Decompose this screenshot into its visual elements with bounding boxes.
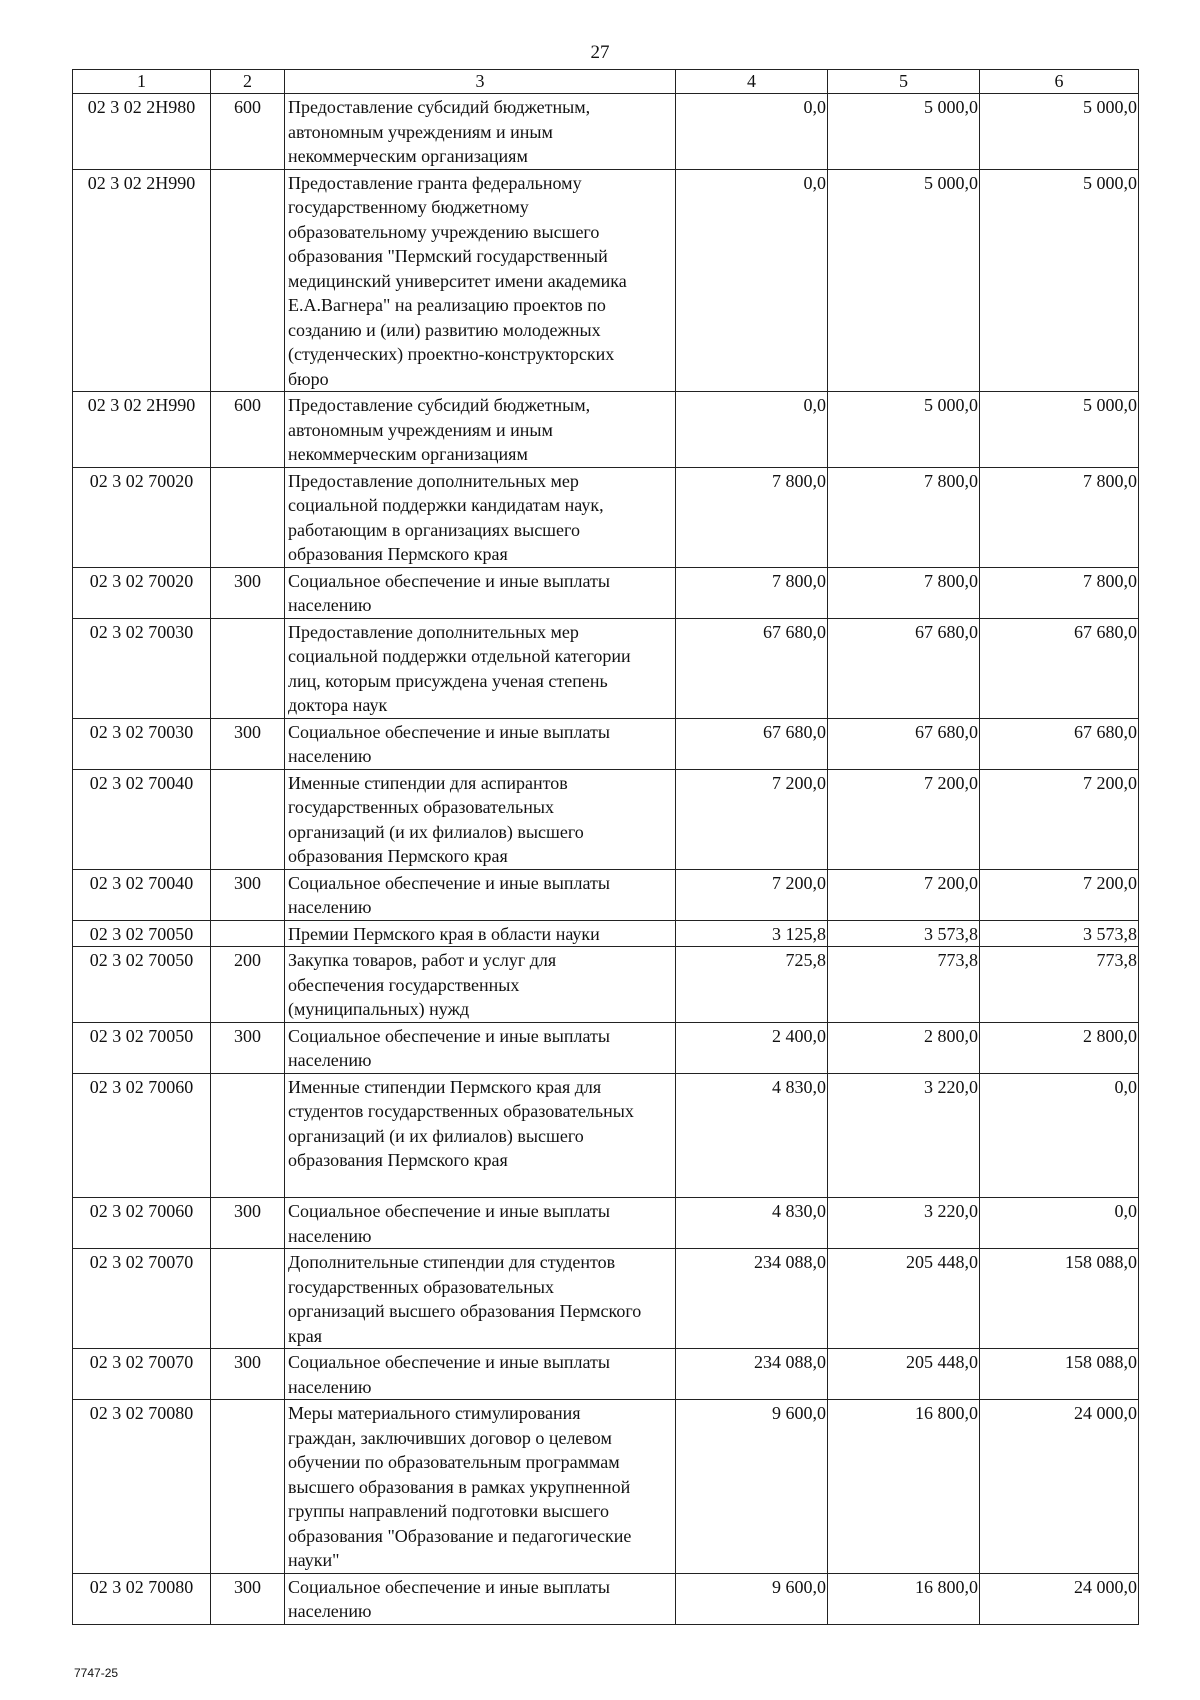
expense-type-cell	[211, 467, 285, 567]
amount-col5-cell: 7 800,0	[828, 567, 980, 618]
amount-col6-cell: 773,8	[980, 947, 1139, 1023]
expense-type-cell	[211, 1249, 285, 1349]
item-name-cell: Социальное обеспечение и иные выплаты населению	[285, 1198, 676, 1249]
amount-col5-cell: 7 800,0	[828, 467, 980, 567]
table-row	[73, 567, 1139, 618]
expense-type-cell: 300	[211, 718, 285, 769]
expense-type-cell: 200	[211, 947, 285, 1023]
table-row	[73, 1073, 1139, 1198]
amount-col5-cell: 205 448,0	[828, 1349, 980, 1400]
column-header-6: 6	[980, 70, 1139, 94]
table-row	[73, 94, 1139, 170]
table-row	[73, 467, 1139, 567]
budget-table	[72, 69, 1139, 1625]
item-name-cell: Именные стипендии для аспирантов государственных образовательных организаций (и их филиалов) высшего образования Пермского края	[285, 769, 676, 869]
document-code: 7747-25	[74, 1666, 119, 1680]
item-name-cell: Социальное обеспечение и иные выплаты населению	[285, 1022, 676, 1073]
item-name-cell: Социальное обеспечение и иные выплаты населению	[285, 1573, 676, 1624]
column-header-3: 3	[285, 70, 676, 94]
amount-col5-cell: 67 680,0	[828, 618, 980, 718]
target-code-cell: 02 3 02 70040	[73, 869, 211, 920]
amount-col4-cell: 0,0	[676, 94, 828, 170]
target-code-cell: 02 3 02 70020	[73, 567, 211, 618]
item-name-cell: Предоставление дополнительных мер социальной поддержки кандидатам наук, работающим в организациях высшего образования Пермского края	[285, 467, 676, 567]
amount-col6-cell: 0,0	[980, 1198, 1139, 1249]
amount-col4-cell: 9 600,0	[676, 1400, 828, 1574]
target-code-cell: 02 3 02 2Н980	[73, 94, 211, 170]
expense-type-cell: 300	[211, 1198, 285, 1249]
item-name-cell: Дополнительные стипендии для студентов государственных образовательных организаций высшего образования Пермского края	[285, 1249, 676, 1349]
column-header-1: 1	[73, 70, 211, 94]
amount-col4-cell: 67 680,0	[676, 618, 828, 718]
target-code-cell: 02 3 02 70060	[73, 1198, 211, 1249]
table-row	[73, 1400, 1139, 1574]
table-row	[73, 769, 1139, 869]
target-code-cell: 02 3 02 70050	[73, 1022, 211, 1073]
amount-col5-cell: 7 200,0	[828, 869, 980, 920]
table-row	[73, 869, 1139, 920]
amount-col5-cell: 2 800,0	[828, 1022, 980, 1073]
table-body	[73, 94, 1139, 1625]
expense-type-cell	[211, 1400, 285, 1574]
amount-col5-cell: 205 448,0	[828, 1249, 980, 1349]
amount-col4-cell: 67 680,0	[676, 718, 828, 769]
amount-col4-cell: 7 200,0	[676, 869, 828, 920]
expense-type-cell	[211, 169, 285, 392]
amount-col4-cell: 725,8	[676, 947, 828, 1023]
expense-type-cell: 300	[211, 1022, 285, 1073]
item-name-cell: Меры материального стимулирования граждан, заключивших договор о целевом обучении по образовательным программам высшего образования в рамках укрупненной группы направлений подготовки высшего образования "Образование и педагогические науки"	[285, 1400, 676, 1574]
target-code-cell: 02 3 02 70070	[73, 1349, 211, 1400]
target-code-cell: 02 3 02 70080	[73, 1400, 211, 1574]
amount-col4-cell: 0,0	[676, 392, 828, 468]
amount-col6-cell: 67 680,0	[980, 618, 1139, 718]
target-code-cell: 02 3 02 70050	[73, 947, 211, 1023]
table-row	[73, 920, 1139, 947]
amount-col6-cell: 24 000,0	[980, 1573, 1139, 1624]
item-name-cell: Социальное обеспечение и иные выплаты населению	[285, 567, 676, 618]
target-code-cell: 02 3 02 70080	[73, 1573, 211, 1624]
amount-col5-cell: 3 220,0	[828, 1198, 980, 1249]
amount-col4-cell: 9 600,0	[676, 1573, 828, 1624]
amount-col6-cell: 7 200,0	[980, 869, 1139, 920]
item-name-cell: Предоставление субсидий бюджетным, автономным учреждениям и иным некоммерческим организациям	[285, 392, 676, 468]
expense-type-cell	[211, 618, 285, 718]
table-row	[73, 1249, 1139, 1349]
amount-col4-cell: 3 125,8	[676, 920, 828, 947]
target-code-cell: 02 3 02 70020	[73, 467, 211, 567]
amount-col5-cell: 5 000,0	[828, 392, 980, 468]
target-code-cell: 02 3 02 70030	[73, 618, 211, 718]
amount-col4-cell: 4 830,0	[676, 1073, 828, 1198]
amount-col4-cell: 2 400,0	[676, 1022, 828, 1073]
amount-col5-cell: 5 000,0	[828, 169, 980, 392]
expense-type-cell: 600	[211, 392, 285, 468]
expense-type-cell: 300	[211, 567, 285, 618]
expense-type-cell: 300	[211, 869, 285, 920]
amount-col6-cell: 67 680,0	[980, 718, 1139, 769]
expense-type-cell: 600	[211, 94, 285, 170]
amount-col5-cell: 5 000,0	[828, 94, 980, 170]
amount-col6-cell: 7 200,0	[980, 769, 1139, 869]
table-row	[73, 392, 1139, 468]
amount-col5-cell: 7 200,0	[828, 769, 980, 869]
target-code-cell: 02 3 02 2Н990	[73, 392, 211, 468]
table-row	[73, 718, 1139, 769]
item-name-cell: Закупка товаров, работ и услуг для обеспечения государственных (муниципальных) нужд	[285, 947, 676, 1023]
column-header-4: 4	[676, 70, 828, 94]
table-row	[73, 1022, 1139, 1073]
table-row	[73, 618, 1139, 718]
amount-col5-cell: 16 800,0	[828, 1400, 980, 1574]
expense-type-cell: 300	[211, 1349, 285, 1400]
column-header-2: 2	[211, 70, 285, 94]
expense-type-cell	[211, 1073, 285, 1198]
header-row	[73, 70, 1139, 94]
amount-col5-cell: 3 220,0	[828, 1073, 980, 1198]
amount-col6-cell: 7 800,0	[980, 467, 1139, 567]
item-name-cell: Социальное обеспечение и иные выплаты населению	[285, 869, 676, 920]
amount-col6-cell: 5 000,0	[980, 169, 1139, 392]
table-row	[73, 1349, 1139, 1400]
table-row	[73, 169, 1139, 392]
amount-col4-cell: 7 800,0	[676, 467, 828, 567]
target-code-cell: 02 3 02 2Н990	[73, 169, 211, 392]
amount-col6-cell: 0,0	[980, 1073, 1139, 1198]
amount-col5-cell: 16 800,0	[828, 1573, 980, 1624]
amount-col6-cell: 5 000,0	[980, 392, 1139, 468]
amount-col6-cell: 24 000,0	[980, 1400, 1139, 1574]
item-name-cell: Социальное обеспечение и иные выплаты населению	[285, 1349, 676, 1400]
table-row	[73, 1198, 1139, 1249]
item-name-cell: Предоставление гранта федеральному государственному бюджетному образовательному учреждению высшего образования "Пермский государственный медицинский университет имени академика Е.А.Вагнера" на реализацию проектов по созданию и (или) развитию молодежных (студенческих) проектно-конструкторских бюро	[285, 169, 676, 392]
target-code-cell: 02 3 02 70060	[73, 1073, 211, 1198]
amount-col6-cell: 158 088,0	[980, 1249, 1139, 1349]
item-name-cell: Предоставление дополнительных мер социальной поддержки отдельной категории лиц, которым присуждена ученая степень доктора наук	[285, 618, 676, 718]
amount-col5-cell: 67 680,0	[828, 718, 980, 769]
amount-col4-cell: 7 800,0	[676, 567, 828, 618]
amount-col6-cell: 7 800,0	[980, 567, 1139, 618]
expense-type-cell: 300	[211, 1573, 285, 1624]
target-code-cell: 02 3 02 70030	[73, 718, 211, 769]
amount-col4-cell: 234 088,0	[676, 1349, 828, 1400]
item-name-cell: Предоставление субсидий бюджетным, автономным учреждениям и иным некоммерческим организациям	[285, 94, 676, 170]
amount-col5-cell: 3 573,8	[828, 920, 980, 947]
amount-col6-cell: 5 000,0	[980, 94, 1139, 170]
column-header-5: 5	[828, 70, 980, 94]
amount-col6-cell: 2 800,0	[980, 1022, 1139, 1073]
table-row	[73, 1573, 1139, 1624]
item-name-cell: Именные стипендии Пермского края для студентов государственных образовательных организаций (и их филиалов) высшего образования Пермского края	[285, 1073, 676, 1198]
table-row	[73, 947, 1139, 1023]
amount-col6-cell: 3 573,8	[980, 920, 1139, 947]
amount-col6-cell: 158 088,0	[980, 1349, 1139, 1400]
expense-type-cell	[211, 769, 285, 869]
target-code-cell: 02 3 02 70040	[73, 769, 211, 869]
page-number: 27	[590, 42, 610, 63]
amount-col4-cell: 0,0	[676, 169, 828, 392]
amount-col4-cell: 234 088,0	[676, 1249, 828, 1349]
amount-col5-cell: 773,8	[828, 947, 980, 1023]
item-name-cell: Социальное обеспечение и иные выплаты населению	[285, 718, 676, 769]
expense-type-cell	[211, 920, 285, 947]
amount-col4-cell: 4 830,0	[676, 1198, 828, 1249]
item-name-cell: Премии Пермского края в области науки	[285, 920, 676, 947]
amount-col4-cell: 7 200,0	[676, 769, 828, 869]
target-code-cell: 02 3 02 70050	[73, 920, 211, 947]
target-code-cell: 02 3 02 70070	[73, 1249, 211, 1349]
